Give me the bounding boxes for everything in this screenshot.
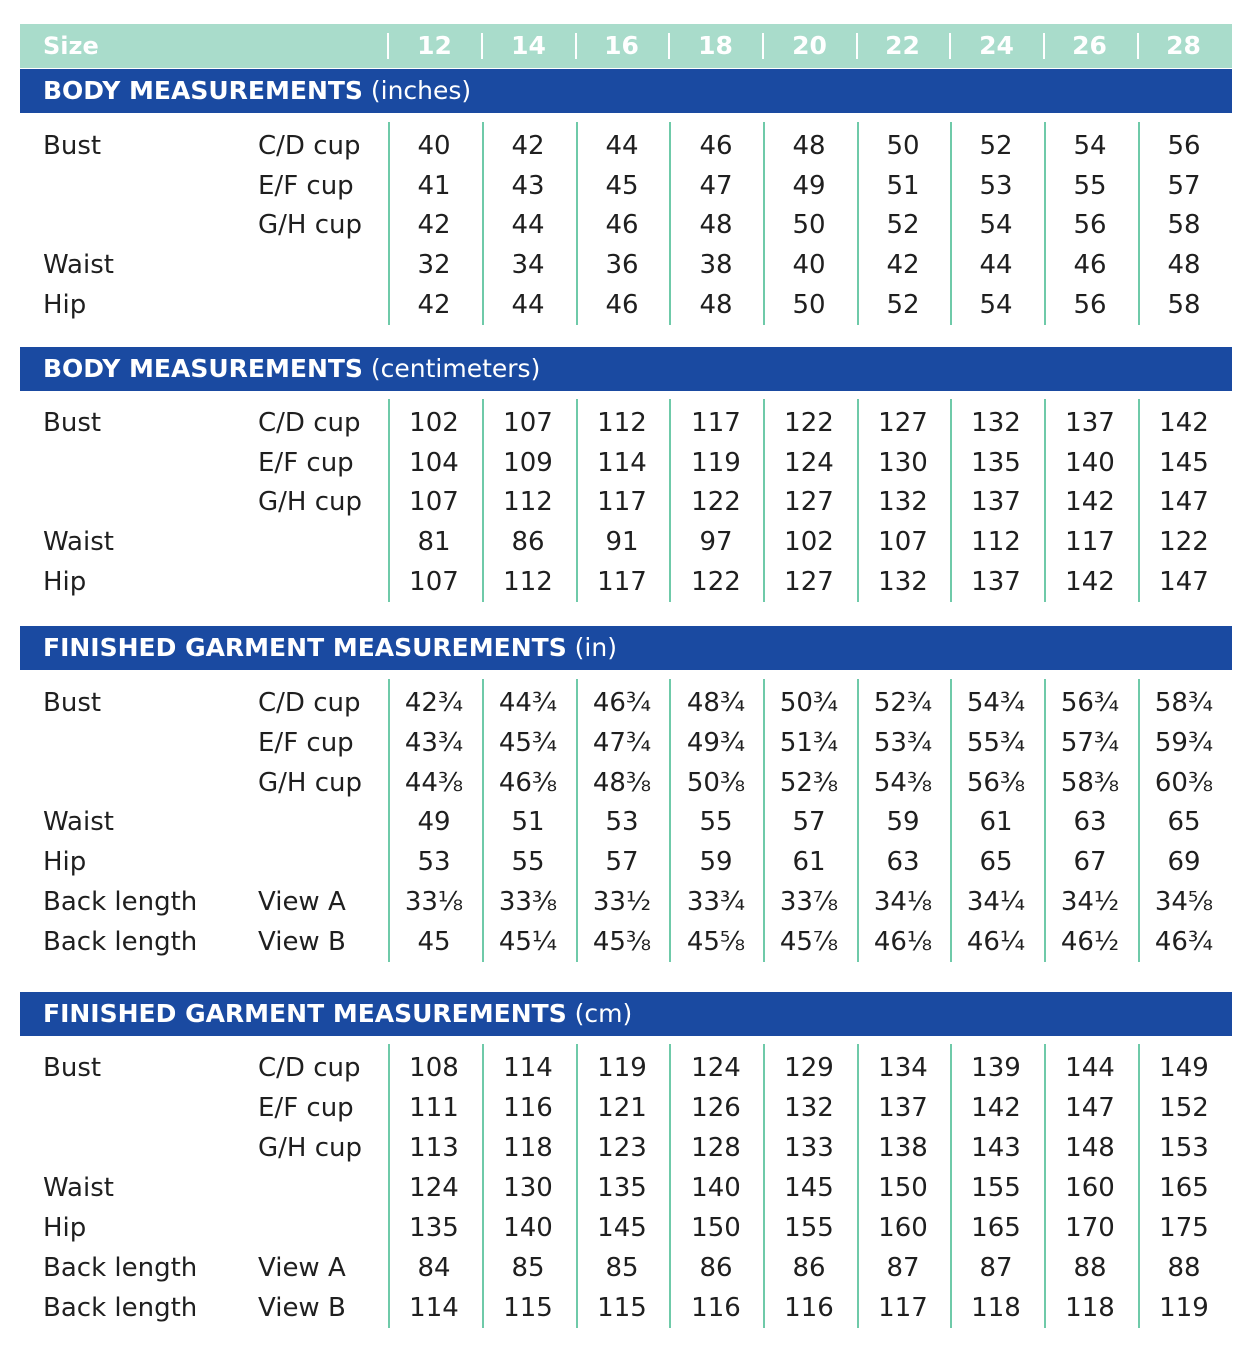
measurement-value: 135 [597,1173,647,1203]
measurement-value: 63 [1073,807,1107,838]
measurement-value: 38 [699,250,733,281]
measurement-value: 58¾ [1154,688,1214,718]
section-title-main: BODY MEASUREMENTS [43,354,363,383]
measurement-value: 57 [1167,170,1201,201]
measurement-value: 48 [792,131,826,161]
measurement-value: 148 [1065,1133,1115,1163]
measurement-value: 124 [784,447,834,478]
measurement-value: 46½ [1060,926,1120,957]
measurement-value: 144 [1065,1053,1115,1083]
measurement-value: 107 [409,487,459,518]
size-14: 14 [511,31,546,60]
measurement-value: 51 [886,170,920,201]
measurement-value: 112 [503,487,553,518]
measurement-value: 34⅝ [1154,887,1214,917]
measurement-label: Bust [43,131,102,161]
measurement-value: 113 [409,1133,459,1163]
measurement-value: 41 [417,170,451,201]
measurement-value: 51¾ [779,727,839,758]
measurement-value: 63 [886,847,920,878]
measurement-value: 117 [878,1293,928,1323]
section-title-main: BODY MEASUREMENTS [43,76,363,105]
measurement-value: 122 [691,487,741,518]
measurement-value: 44 [605,131,639,161]
measurement-value: 36 [605,250,639,281]
table-row [0,882,1256,922]
measurement-value: 50 [792,210,826,241]
measurement-value: 52⅜ [779,767,839,798]
measurement-value: 135 [971,447,1021,478]
measurement-value: 54¾ [966,688,1026,718]
measurement-value: 46 [605,289,639,320]
measurement-value: 65 [979,847,1013,878]
measurement-value: 48 [1167,250,1201,281]
measurement-value: 123 [597,1133,647,1163]
measurement-value: 45 [605,170,639,201]
measurement-value: 49 [417,807,451,838]
measurement-value: 142 [1065,487,1115,518]
section-banner [20,626,1232,670]
measurement-value: 126 [691,1093,741,1123]
table-row [0,1088,1256,1128]
measurement-value: 42 [417,210,451,241]
table-row [0,1288,1256,1328]
measurement-sublabel: G/H cup [258,487,362,518]
measurement-value: 91 [605,527,639,558]
table-row [0,443,1256,483]
section-banner [20,69,1232,113]
measurement-label: Back length [43,1293,198,1323]
measurement-value: 118 [971,1293,1021,1323]
measurement-value: 87 [979,1253,1013,1283]
measurement-value: 42 [886,250,920,281]
table-row [0,403,1256,443]
table-row [0,482,1256,522]
measurement-value: 142 [971,1093,1021,1123]
measurement-value: 119 [597,1053,647,1083]
measurement-value: 52 [886,210,920,241]
measurement-value: 55 [699,807,733,838]
measurement-value: 33½ [592,887,652,917]
size-label: Size [43,32,99,60]
measurement-value: 87 [886,1253,920,1283]
measurement-value: 86 [792,1253,826,1283]
measurement-value: 43 [511,170,545,201]
table-row [0,723,1256,763]
measurement-label: Back length [43,887,198,917]
measurement-value: 112 [503,566,553,597]
measurement-value: 48 [699,210,733,241]
measurement-value: 116 [503,1093,553,1123]
size-18: 18 [698,31,733,60]
measurement-value: 69 [1167,847,1201,878]
measurement-value: 134 [878,1053,928,1083]
measurement-value: 127 [784,487,834,518]
measurement-value: 128 [691,1133,741,1163]
measurement-value: 56 [1167,131,1201,161]
measurement-sublabel: C/D cup [258,688,361,718]
measurement-value: 85 [605,1253,639,1283]
measurement-value: 160 [1065,1173,1115,1203]
measurement-value: 42 [417,289,451,320]
measurement-value: 50 [792,289,826,320]
measurement-value: 104 [409,447,459,478]
measurement-value: 50¾ [779,688,839,718]
measurement-value: 142 [1159,408,1209,438]
measurement-value: 52¾ [873,688,933,718]
measurement-value: 55¾ [966,727,1026,758]
measurement-sublabel: View A [258,887,346,917]
measurement-sublabel: C/D cup [258,408,361,438]
measurement-value: 46 [699,131,733,161]
measurement-value: 132 [878,487,928,518]
measurement-value: 34 [511,250,545,281]
measurement-value: 60⅜ [1154,767,1214,798]
measurement-value: 118 [503,1133,553,1163]
measurement-label: Back length [43,926,198,957]
measurement-value: 102 [409,408,459,438]
section-banner [20,347,1232,391]
measurement-value: 45⅝ [686,926,746,957]
measurement-value: 107 [878,527,928,558]
section-title-unit: (cm) [574,999,633,1028]
measurement-value: 112 [597,408,647,438]
measurement-value: 56⅜ [966,767,1026,798]
measurement-value: 32 [417,250,451,281]
measurement-value: 111 [409,1093,459,1123]
measurement-value: 53 [417,847,451,878]
size-28: 28 [1166,31,1201,60]
measurement-value: 44¾ [498,688,558,718]
table-row [0,562,1256,602]
measurement-sublabel: View A [258,1253,346,1283]
measurement-value: 114 [597,447,647,478]
measurement-value: 137 [1065,408,1115,438]
measurement-sublabel: G/H cup [258,767,362,798]
size-12: 12 [417,31,452,60]
measurement-value: 175 [1159,1213,1209,1243]
measurement-value: 46¾ [592,688,652,718]
measurement-value: 117 [691,408,741,438]
measurement-value: 45⅞ [779,926,839,957]
measurement-value: 119 [1159,1293,1209,1323]
measurement-value: 142 [1065,566,1115,597]
measurement-value: 54⅜ [873,767,933,798]
measurement-value: 117 [597,566,647,597]
measurement-sublabel: E/F cup [258,727,354,758]
measurement-value: 34¼ [966,887,1026,917]
measurement-label: Bust [43,688,102,718]
measurement-value: 46 [1073,250,1107,281]
measurement-value: 58 [1167,289,1201,320]
section-title [43,347,540,391]
measurement-value: 85 [511,1253,545,1283]
measurement-value: 145 [597,1213,647,1243]
measurement-value: 132 [878,566,928,597]
measurement-value: 50 [886,131,920,161]
measurement-value: 54 [1073,131,1107,161]
measurement-value: 45¼ [498,926,558,957]
measurement-value: 34⅛ [873,887,933,917]
measurement-value: 55 [1073,170,1107,201]
table-row [0,166,1256,206]
measurement-value: 48⅜ [592,767,652,798]
measurement-value: 40 [792,250,826,281]
measurement-value: 53 [605,807,639,838]
measurement-sublabel: C/D cup [258,1053,361,1083]
measurement-value: 43¾ [404,727,464,758]
measurement-value: 122 [691,566,741,597]
measurement-value: 46¼ [966,926,1026,957]
table-row [0,1208,1256,1248]
measurement-value: 124 [409,1173,459,1203]
measurement-sublabel: View B [258,926,346,957]
measurement-value: 153 [1159,1133,1209,1163]
measurement-value: 46⅜ [498,767,558,798]
measurement-value: 117 [597,487,647,518]
measurement-label: Hip [43,289,87,320]
measurement-value: 165 [1159,1173,1209,1203]
measurement-value: 58⅜ [1060,767,1120,798]
measurement-value: 140 [1065,447,1115,478]
measurement-value: 147 [1159,487,1209,518]
measurement-value: 137 [971,487,1021,518]
measurement-value: 52 [886,289,920,320]
measurement-value: 119 [691,447,741,478]
section-title-unit: (inches) [370,76,472,105]
measurement-value: 61 [979,807,1013,838]
table-row [0,683,1256,723]
measurement-value: 42¾ [404,688,464,718]
table-row [0,1248,1256,1288]
measurement-value: 118 [1065,1293,1115,1323]
measurement-value: 147 [1065,1093,1115,1123]
measurement-value: 133 [784,1133,834,1163]
measurement-value: 145 [784,1173,834,1203]
measurement-value: 114 [409,1293,459,1323]
measurement-value: 115 [503,1293,553,1323]
measurement-value: 47 [699,170,733,201]
section-title [43,69,471,113]
measurement-value: 130 [878,447,928,478]
measurement-value: 108 [409,1053,459,1083]
measurement-value: 47¾ [592,727,652,758]
measurement-value: 45⅜ [592,926,652,957]
measurement-value: 54 [979,289,1013,320]
measurement-value: 81 [417,527,451,558]
table-row [0,126,1256,166]
measurement-sublabel: E/F cup [258,170,354,201]
measurement-label: Waist [43,250,114,281]
measurement-value: 86 [699,1253,733,1283]
measurement-value: 65 [1167,807,1201,838]
measurement-value: 48¾ [686,688,746,718]
measurement-value: 137 [878,1093,928,1123]
measurement-value: 59 [699,847,733,878]
measurement-value: 160 [878,1213,928,1243]
measurement-label: Waist [43,807,114,838]
table-row [0,285,1256,325]
measurement-value: 56 [1073,210,1107,241]
measurement-value: 116 [784,1293,834,1323]
measurement-value: 51 [511,807,545,838]
measurement-value: 86 [511,527,545,558]
size-24: 24 [979,31,1014,60]
table-row [0,1048,1256,1088]
measurement-label: Bust [43,1053,102,1083]
measurement-label: Back length [43,1253,198,1283]
section-title-main: FINISHED GARMENT MEASUREMENTS [43,999,567,1028]
measurement-value: 33⅜ [498,887,558,917]
table-row [0,802,1256,842]
measurement-value: 57 [605,847,639,878]
measurement-value: 127 [784,566,834,597]
size-26: 26 [1072,31,1107,60]
measurement-value: 147 [1159,566,1209,597]
measurement-value: 150 [878,1173,928,1203]
measurement-label: Hip [43,847,87,878]
measurement-value: 127 [878,408,928,438]
measurement-value: 109 [503,447,553,478]
measurement-value: 150 [691,1213,741,1243]
measurement-value: 117 [1065,527,1115,558]
measurement-sublabel: C/D cup [258,131,361,161]
size-20: 20 [792,31,827,60]
measurement-value: 50⅜ [686,767,746,798]
measurement-value: 132 [784,1093,834,1123]
measurement-value: 56¾ [1060,688,1120,718]
measurement-value: 165 [971,1213,1021,1243]
measurement-value: 46⅛ [873,926,933,957]
measurement-value: 112 [971,527,1021,558]
section-title [43,626,617,670]
table-row [0,922,1256,962]
measurement-value: 53 [979,170,1013,201]
table-row [0,1168,1256,1208]
measurement-value: 143 [971,1133,1021,1163]
measurement-value: 114 [503,1053,553,1083]
measurement-value: 129 [784,1053,834,1083]
measurement-sublabel: View B [258,1293,346,1323]
measurement-sublabel: G/H cup [258,210,362,241]
size-16: 16 [604,31,639,60]
section-title-unit: (in) [574,633,617,662]
measurement-value: 135 [409,1213,459,1243]
measurement-value: 145 [1159,447,1209,478]
measurement-value: 84 [417,1253,451,1283]
measurement-value: 44 [511,289,545,320]
section-title-main: FINISHED GARMENT MEASUREMENTS [43,633,567,662]
measurement-value: 46¾ [1154,926,1214,957]
measurement-value: 130 [503,1173,553,1203]
measurement-sublabel: E/F cup [258,447,354,478]
measurement-value: 59¾ [1154,727,1214,758]
measurement-value: 121 [597,1093,647,1123]
measurement-value: 88 [1073,1253,1107,1283]
measurement-value: 44 [511,210,545,241]
measurement-value: 45¾ [498,727,558,758]
measurement-label: Bust [43,408,102,438]
measurement-value: 116 [691,1293,741,1323]
measurement-value: 57¾ [1060,727,1120,758]
measurement-value: 97 [699,527,733,558]
measurement-value: 49 [792,170,826,201]
section-banner [20,992,1232,1036]
measurement-value: 59 [886,807,920,838]
measurement-value: 44⅜ [404,767,464,798]
measurement-label: Waist [43,1173,114,1203]
measurement-value: 107 [409,566,459,597]
measurement-value: 54 [979,210,1013,241]
measurement-value: 152 [1159,1093,1209,1123]
measurement-value: 107 [503,408,553,438]
measurement-value: 155 [784,1213,834,1243]
measurement-value: 33¾ [686,887,746,917]
measurement-label: Hip [43,1213,87,1243]
measurement-value: 45 [417,926,451,957]
measurement-value: 138 [878,1133,928,1163]
size-header-bar [20,24,1232,68]
table-row [0,245,1256,285]
measurement-value: 124 [691,1053,741,1083]
measurement-value: 155 [971,1173,1021,1203]
measurement-label: Hip [43,566,87,597]
measurement-value: 33⅞ [779,887,839,917]
measurement-value: 33⅛ [404,887,464,917]
measurement-value: 102 [784,527,834,558]
measurement-value: 48 [699,289,733,320]
measurement-sublabel: G/H cup [258,1133,362,1163]
table-row [0,842,1256,882]
measurement-value: 55 [511,847,545,878]
measurement-sublabel: E/F cup [258,1093,354,1123]
measurement-value: 149 [1159,1053,1209,1083]
measurement-value: 122 [784,408,834,438]
measurement-value: 52 [979,131,1013,161]
measurement-value: 40 [417,131,451,161]
measurement-value: 46 [605,210,639,241]
measurement-value: 88 [1167,1253,1201,1283]
measurement-value: 137 [971,566,1021,597]
section-title-unit: (centimeters) [370,354,541,383]
measurement-value: 58 [1167,210,1201,241]
measurement-value: 44 [979,250,1013,281]
section-title [43,992,632,1036]
measurement-value: 53¾ [873,727,933,758]
table-row [0,763,1256,803]
measurement-value: 57 [792,807,826,838]
measurement-value: 49¾ [686,727,746,758]
size-22: 22 [885,31,920,60]
measurement-label: Waist [43,527,114,558]
measurement-value: 34½ [1060,887,1120,917]
table-row [0,522,1256,562]
table-row [0,1128,1256,1168]
measurement-value: 115 [597,1293,647,1323]
measurement-value: 139 [971,1053,1021,1083]
measurement-value: 140 [503,1213,553,1243]
measurement-value: 122 [1159,527,1209,558]
measurement-value: 140 [691,1173,741,1203]
measurement-value: 132 [971,408,1021,438]
table-row [0,205,1256,245]
measurement-value: 42 [511,131,545,161]
measurement-value: 56 [1073,289,1107,320]
measurement-value: 170 [1065,1213,1115,1243]
measurement-value: 61 [792,847,826,878]
measurement-value: 67 [1073,847,1107,878]
